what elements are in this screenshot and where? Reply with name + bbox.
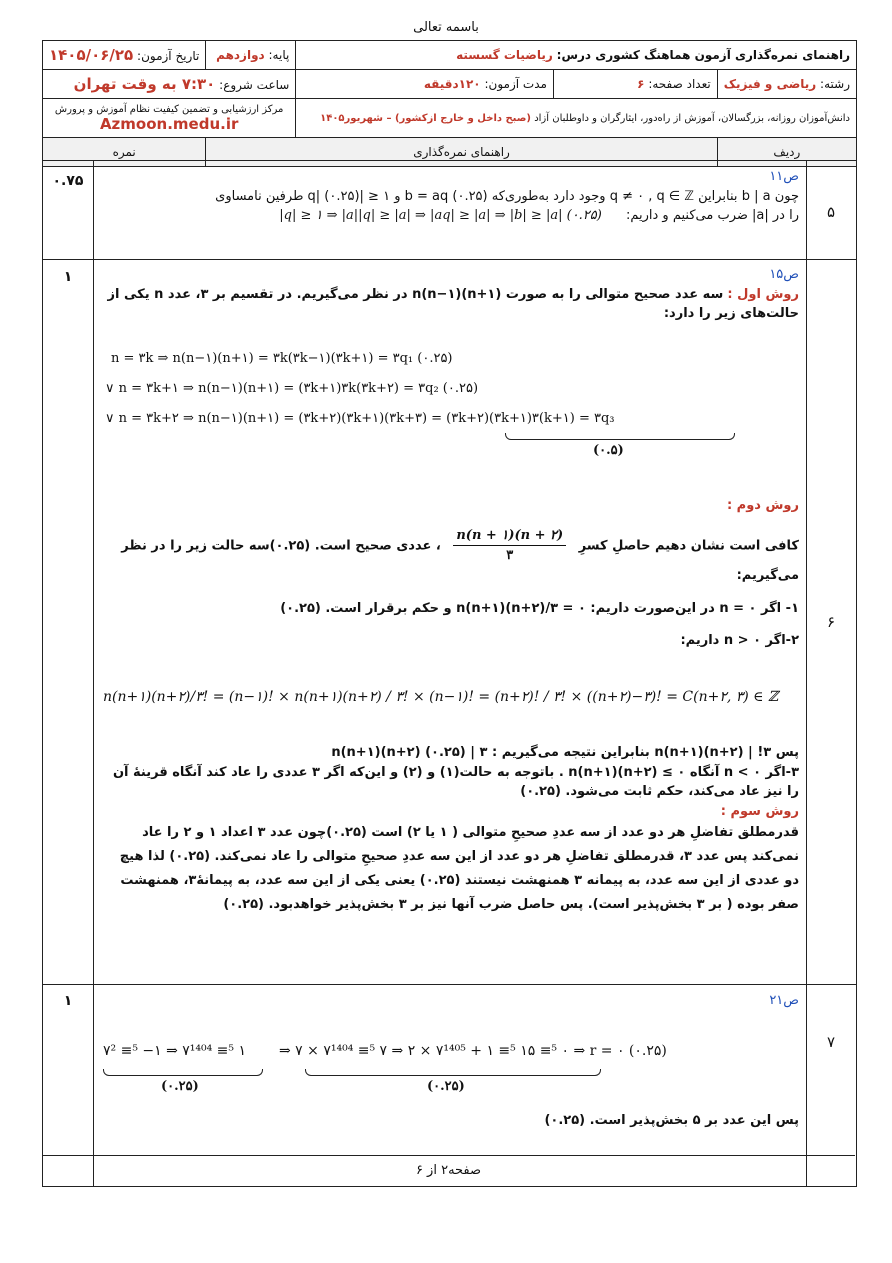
q6-m3-text: قدرمطلق تفاضلِ هر دو عدد از سه عددِ صحیحِ متوالی ( ۱ یا ۲) است (۰.۲۵)چون عدد ۳ اعداد ۱ و ۲ را عاد نمی‌کند پس عدد ۳، قدرمطلق تفاضلِ هر دو عدد از این سه عددِ صحیحِ متوالی را عاد نمی‌کند. (۰.۲۵) لذا هیچ دو عددی از این سه عدد، به پیمانه ۳ همنهشت نیستند (۰.۲۵) یعنی یکی از این سه عدد، به پیمانهٔ۳، همنهشت صفر بوده ( بر ۳ بخش‌پذیر است). پس حاصل ضرب آنها نیز بر ۳ بخش‌پذیر خواهدبود. (۰.۲۵) — [119, 825, 799, 913]
score-divider — [93, 161, 94, 1186]
q7-eq-right: ⇒ ۷ × ۷¹⁴⁰⁴ ≡⁵ ۷ ⇒ ۲ × ۷¹⁴⁰⁵ + ۱ ≡⁵ ۱۵ ≡⁵ ۰ ⇒ r = ۰ (۰.۲۵) — [279, 1043, 667, 1059]
center-cell — [43, 99, 296, 138]
q6-bottom-rule — [43, 984, 856, 985]
start-cell — [43, 70, 296, 99]
col-guide-header: راهنمای نمره‌گذاری — [206, 138, 717, 167]
field-value: ریاضی و فیزیک — [723, 77, 817, 91]
pages-value: ۶ — [637, 77, 645, 91]
field-label: رشته: — [820, 77, 850, 91]
q5-score: ۰.۷۵ — [52, 173, 84, 189]
q7-row-number: ۷ — [826, 1033, 836, 1051]
q7-brace-left-score: (۰.۲۵) — [161, 1079, 199, 1094]
q5-content — [101, 167, 799, 226]
duration-label: مدت آزمون: — [484, 77, 547, 91]
q6-method1 — [101, 285, 799, 324]
q6-method2-cont — [101, 743, 799, 917]
q7-page-ref: ص۲۱ — [769, 993, 799, 1008]
q7-score: ۱ — [63, 993, 73, 1009]
audience-text: دانش‌آموزان روزانه، بزرگسالان، آموزش از راه‌دور، ایثارگران و داوطلبان آزاد — [534, 112, 850, 124]
q7-content — [101, 991, 799, 1011]
q6-m2-text1: کافی است نشان دهیم حاصلِ کسرِ — [578, 538, 799, 553]
audience-session: (صبح داخل و خارج ازکشور) – شهریور۱۴۰۵ — [320, 112, 532, 124]
q6-m2-fraction — [453, 526, 566, 566]
q5-bottom-rule — [43, 259, 856, 260]
col-row-header: ردیف — [717, 138, 856, 167]
duration-cell — [296, 70, 554, 99]
q6-m1-text: سه عدد صحیح متوالی را به صورت n(n−۱)(n+۱) در نظر می‌گیریم. در تقسیم بر ۳، عدد n یکی از حالت‌های زیر را دارد: — [107, 286, 799, 321]
q6-method2 — [101, 496, 799, 650]
q6-m1-eq3: ∨ n = ۳k+۲ ⇒ n(n−۱)(n+۱) = (۳k+۲)(۳k+۱)(۳k+۳) = (۳k+۲)(۳k+۱)۳(k+۱) = ۳q₃ — [105, 411, 615, 426]
q6-m3-title: روش سوم : — [720, 803, 799, 819]
q5-line2-text: را در |a| ضرب می‌کنیم و داریم: — [625, 208, 799, 223]
answers-body — [42, 160, 857, 1187]
q5-line2-math: |q| ≥ ۱ ⇒ |a||q| ≥ |a| ⇒ |aq| ≥ |a| ⇒ |b| ≥ |a| (۰.۲۵) — [279, 208, 602, 223]
q6-m1-eq1: n = ۳k ⇒ n(n−۱)(n+۱) = ۳k(۳k−۱)(۳k+۱) = ۳q₁ (۰.۲۵) — [111, 351, 453, 366]
q6-m1-title: روش اول : — [727, 286, 799, 302]
q6-m2-case2-conclusion: پس ۳! | n(n+۱)(n+۲) بنابراین نتیجه می‌گیریم : ۳ | n(n+۱)(n+۲) (۰.۲۵) — [331, 745, 799, 760]
q5-line1: چون b | a بنابراین q ≠ ۰ , q ∈ ℤ وجود دارد به‌طوری‌که b = aq (۰.۲۵) و ۱ ≤ |q| (۰.۲۵) طرفین نامساوی — [215, 188, 799, 204]
q6-m2-frac-numerator: n(n + ۱)(n + ۲) — [453, 526, 566, 547]
website-link[interactable]: Azmoon.medu.ir — [99, 114, 239, 133]
q6-m2-text2: ، عددی صحیح است. (۰.۲۵)سه حالت زیر را در نظر می‌گیریم: — [121, 538, 799, 583]
grade-cell — [206, 41, 296, 70]
q5-row-number: ۵ — [826, 203, 836, 221]
q6-page-ref: ص۱۵ — [769, 267, 799, 282]
q7-conclusion: پس این عدد بر ۵ بخش‌پذیر است. (۰.۲۵) — [544, 1113, 799, 1128]
date-cell — [43, 41, 206, 70]
q7-brace-left — [103, 1069, 263, 1076]
q6-m1-eq2: ∨ n = ۳k+۱ ⇒ n(n−۱)(n+۱) = (۳k+۱)۳k(۳k+۲) = ۳q₂ (۰.۲۵) — [105, 381, 479, 396]
q6-m1-brace — [505, 433, 735, 440]
q7-brace-right-score: (۰.۲۵) — [427, 1079, 465, 1094]
page-footer: صفحه۲ از ۶ — [42, 1155, 855, 1186]
q6-m2-case2: ۲-اگر n > ۰ داریم: — [680, 632, 799, 648]
q6-m2-frac-denominator: ۳ — [506, 548, 514, 563]
q5-line2 — [101, 206, 799, 226]
date-label: تاریخ آزمون: — [137, 49, 200, 63]
q6-m2-case2-eq: n(n+۱)(n+۲)/۳! = (n−۱)! × n(n+۱)(n+۲) / ۳! × (n−۱)! = (n+۲)! / ۳! × ((n+۲)−۳)! = C(n+۲, ۳) ∈ ℤ — [103, 689, 779, 705]
audience-cell — [296, 99, 857, 138]
doc-title-cell — [296, 41, 857, 70]
start-time: ۷:۳۰ به وقت تهران — [73, 75, 216, 93]
doc-title: راهنمای نمره‌گذاری آزمون هماهنگ کشوری درس: — [556, 48, 850, 62]
pages-label: تعداد صفحه: — [648, 77, 711, 91]
q6-content — [101, 265, 799, 324]
pages-cell — [553, 70, 717, 99]
field-cell — [717, 70, 856, 99]
col-score-header: نمره — [43, 138, 206, 167]
subject-name: ریاضیات گسسته — [456, 48, 553, 62]
q6-m2-intro — [101, 526, 799, 586]
exam-date: ۱۴۰۵/۰۶/۲۵ — [49, 46, 134, 64]
q7-eq-left: ۷² ≡⁵ −۱ ⇒ ۷¹⁴⁰⁴ ≡⁵ ۱ — [103, 1043, 246, 1059]
q7-brace-right — [305, 1069, 601, 1076]
q6-score: ۱ — [63, 269, 73, 285]
q5-page-ref: ص۱۱ — [769, 169, 799, 184]
q6-m2-case3: ۳-اگر n < ۰ آنگاه n(n+۱)(n+۲) ≤ ۰ . باتوجه به حالت(۱) و (۲) و این‌که اگر ۳ عددی را عاد کند آنگاه قرینهٔ آن را نیز عاد می‌کند، حکم ثابت می‌شود. (۰.۲۵) — [112, 764, 799, 799]
exam-header-table — [42, 40, 857, 167]
duration-value: ۱۲۰دقیقه — [423, 77, 481, 91]
grade-value: دوازدهم — [216, 48, 265, 62]
grade-label: پایه: — [268, 48, 290, 62]
q6-m2-case1: ۱- اگر n = ۰ در این‌صورت داریم: ۰ = n(n+۱)(n+۲)/۳ و حکم برقرار است. (۰.۲۵) — [280, 601, 799, 616]
start-label: ساعت شروع: — [219, 78, 290, 92]
q6-m1-eq3-score: (۰.۵) — [593, 443, 624, 458]
center-name: مرکز ارزشیابی و تضمین کیفیت نظام آموزش و پرورش — [54, 103, 284, 115]
bismillah-heading: باسمه تعالی — [413, 20, 479, 35]
q6-m2-title: روش دوم : — [726, 498, 799, 513]
q6-row-number: ۶ — [826, 613, 836, 631]
